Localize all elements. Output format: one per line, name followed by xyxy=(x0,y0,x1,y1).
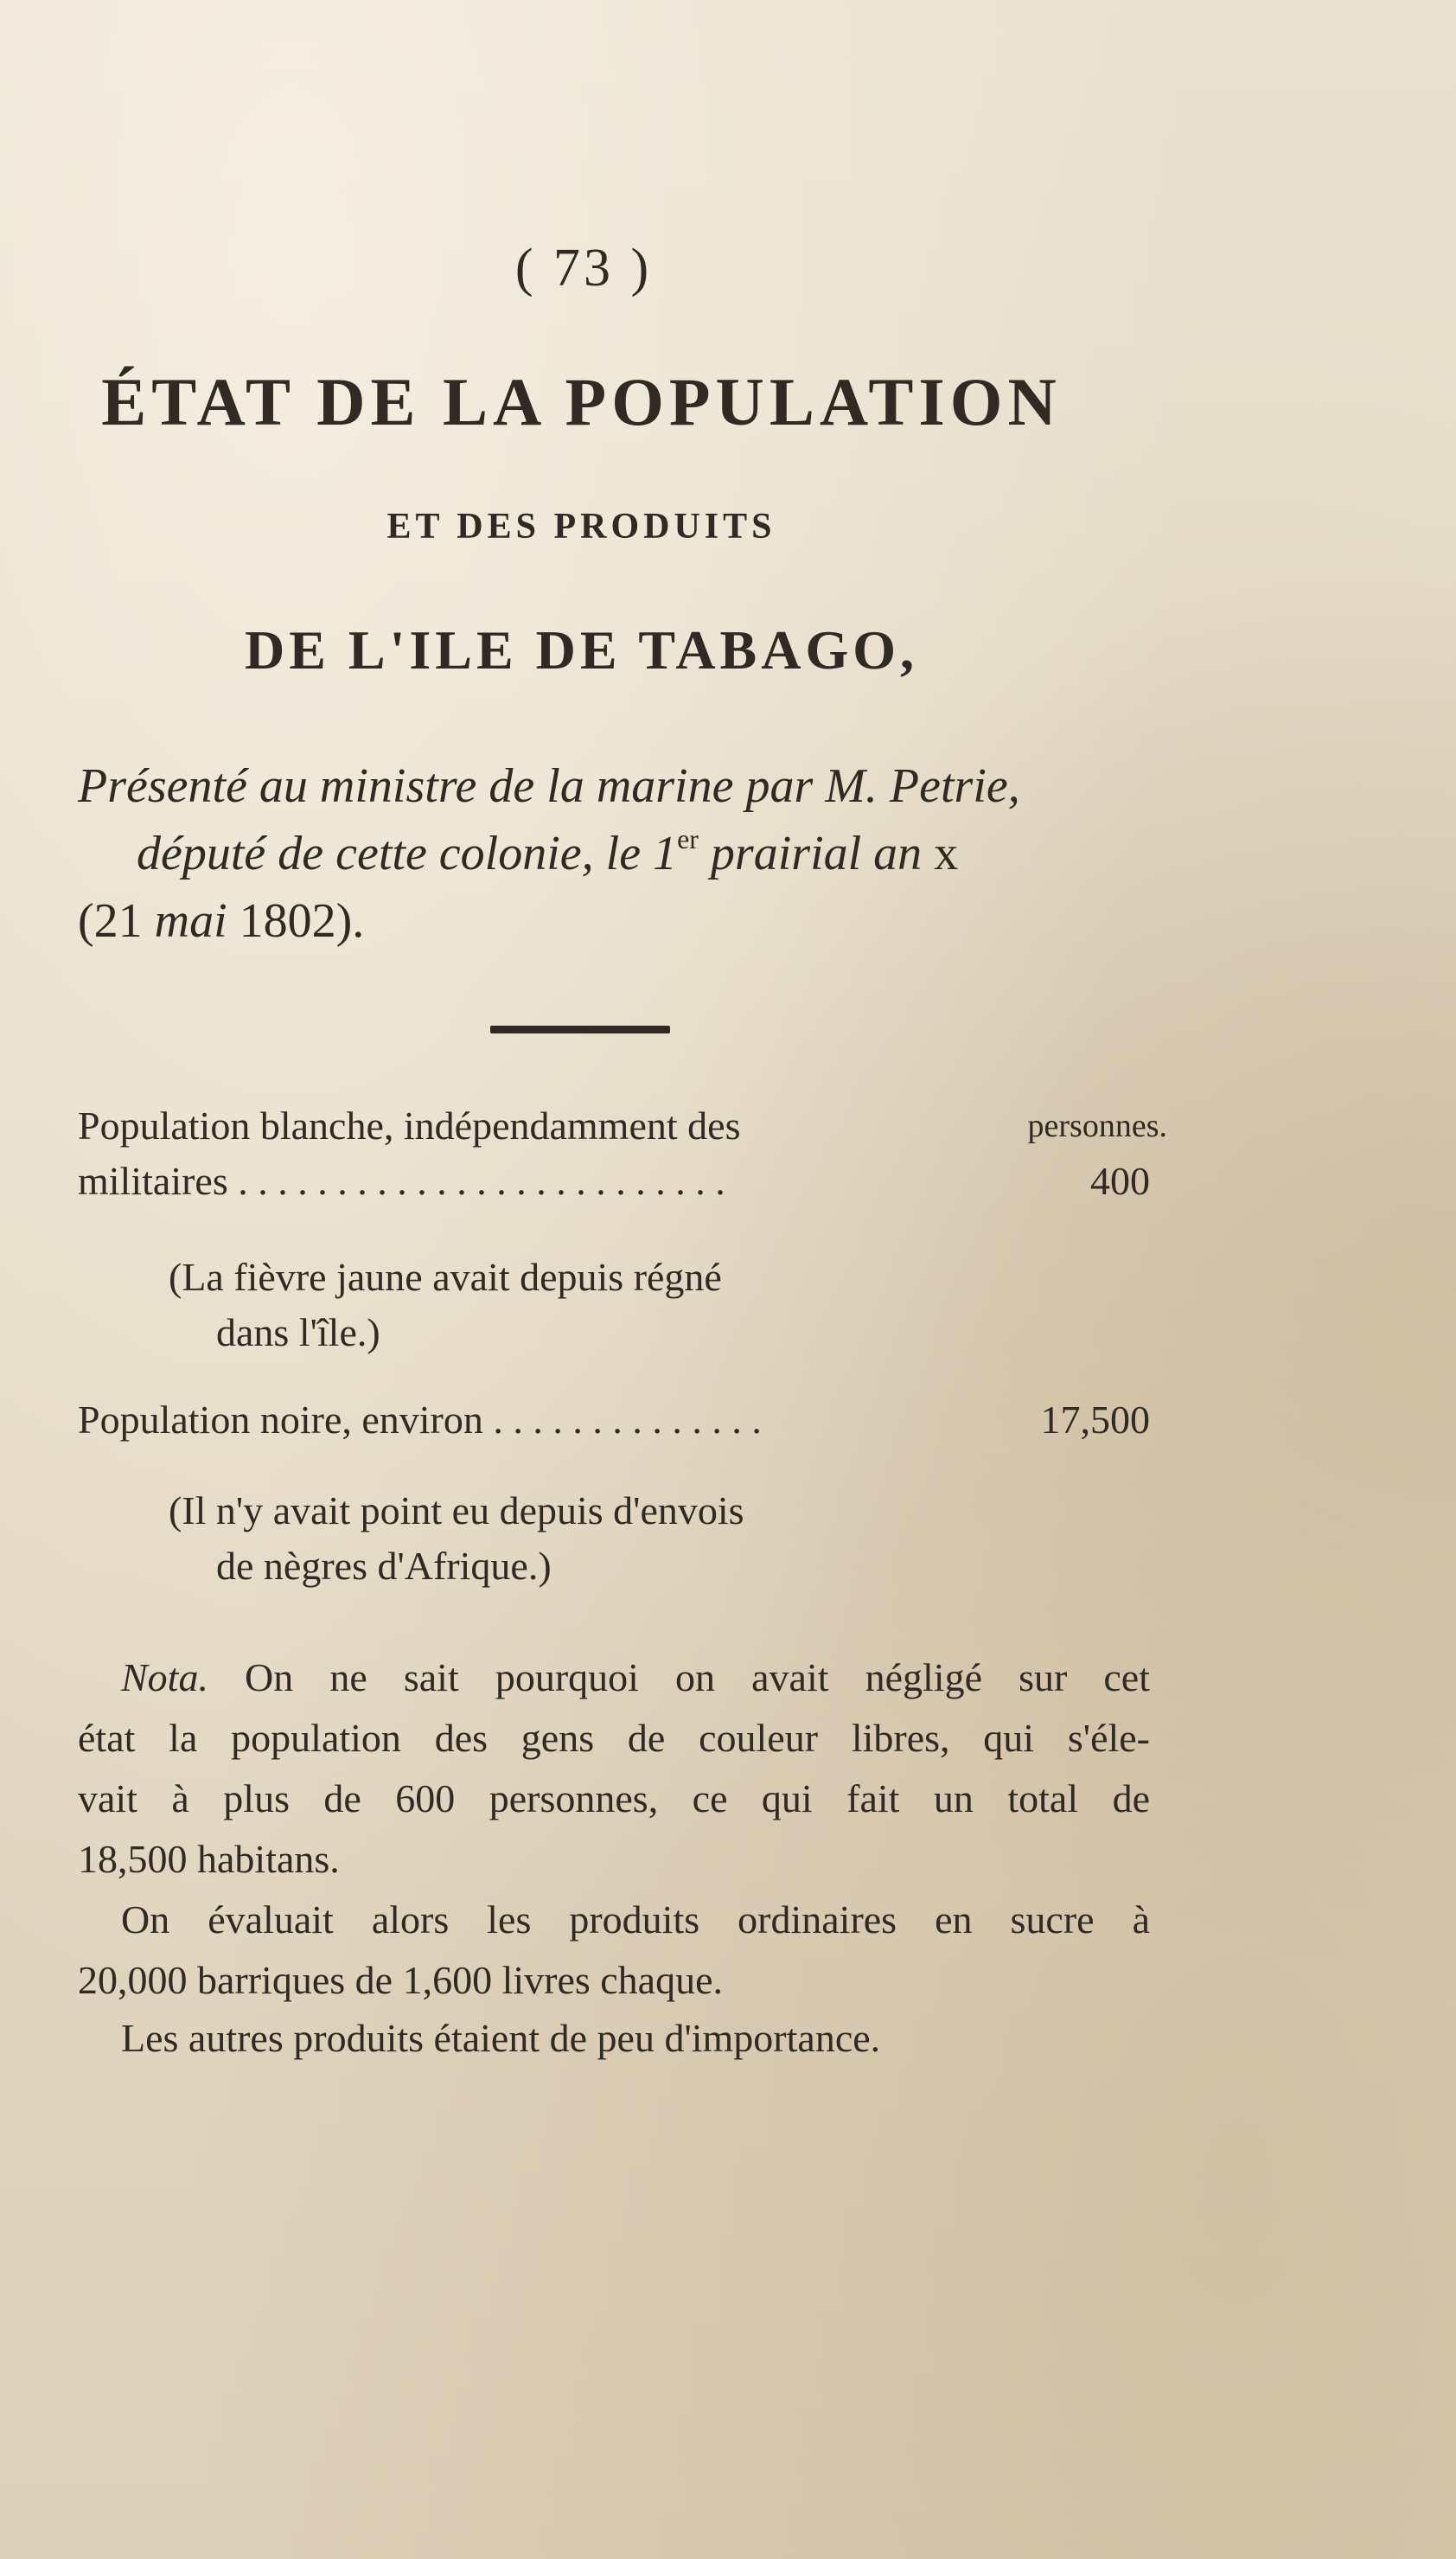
unit-header: personnes. xyxy=(1027,1108,1167,1144)
page-number: ( 73 ) xyxy=(514,239,653,297)
separator-rule xyxy=(490,1026,670,1033)
row-label: Population blanche, indépendamment des xyxy=(78,1104,741,1148)
presentation-line-2: député de cette colonie, le 1er prairial an x xyxy=(137,823,959,880)
presentation-line-3: (21 mai 1802). xyxy=(78,894,365,948)
other-products-paragraph: Les autres produits étaient de peu d'importance. xyxy=(121,2016,881,2060)
row-value: 17,500 xyxy=(1040,1398,1150,1442)
sugar-paragraph: On évaluait alors les produits ordinaires en sucre à 20,000 barriques de 1,600 livres chaque. xyxy=(78,1897,1150,2002)
table-row-black-population xyxy=(78,1392,1150,1448)
subtitle-products: ET DES PRODUITS xyxy=(386,507,776,547)
nota-label: Nota. xyxy=(121,1655,208,1699)
note-line: de nègres d'Afrique.) xyxy=(216,1544,552,1588)
table-row-white-population xyxy=(78,1098,1167,1209)
note-yellow-fever xyxy=(78,1250,1150,1360)
note-africa xyxy=(78,1483,1150,1594)
row-value: 400 xyxy=(1090,1159,1150,1203)
page-title: ÉTAT DE LA POPULATION xyxy=(101,364,1062,439)
presentation-statement xyxy=(78,752,1159,955)
subtitle-island: DE L'ILE DE TABAGO, xyxy=(244,619,919,681)
note-line: (La fièvre jaune avait depuis régné xyxy=(169,1255,722,1299)
note-line: dans l'île.) xyxy=(216,1310,380,1354)
row-label: Population noire, environ . . . . . . . . . . . . . . xyxy=(78,1398,762,1442)
nota-paragraph: Nota. On ne sait pourquoi on avait négligé sur cet état la population des gens de couleur libres, qui s'éle- vait à plus de 600 personnes, ce qui fait un total de 18,500 habitans. xyxy=(78,1655,1150,1881)
note-line: (Il n'y avait point eu depuis d'envois xyxy=(169,1488,744,1532)
presentation-line-1: Présenté au ministre de la marine par M. Petrie, xyxy=(78,759,1020,813)
row-label-cont: militaires . . . . . . . . . . . . . . . . . . . . . . . . . xyxy=(78,1159,725,1203)
